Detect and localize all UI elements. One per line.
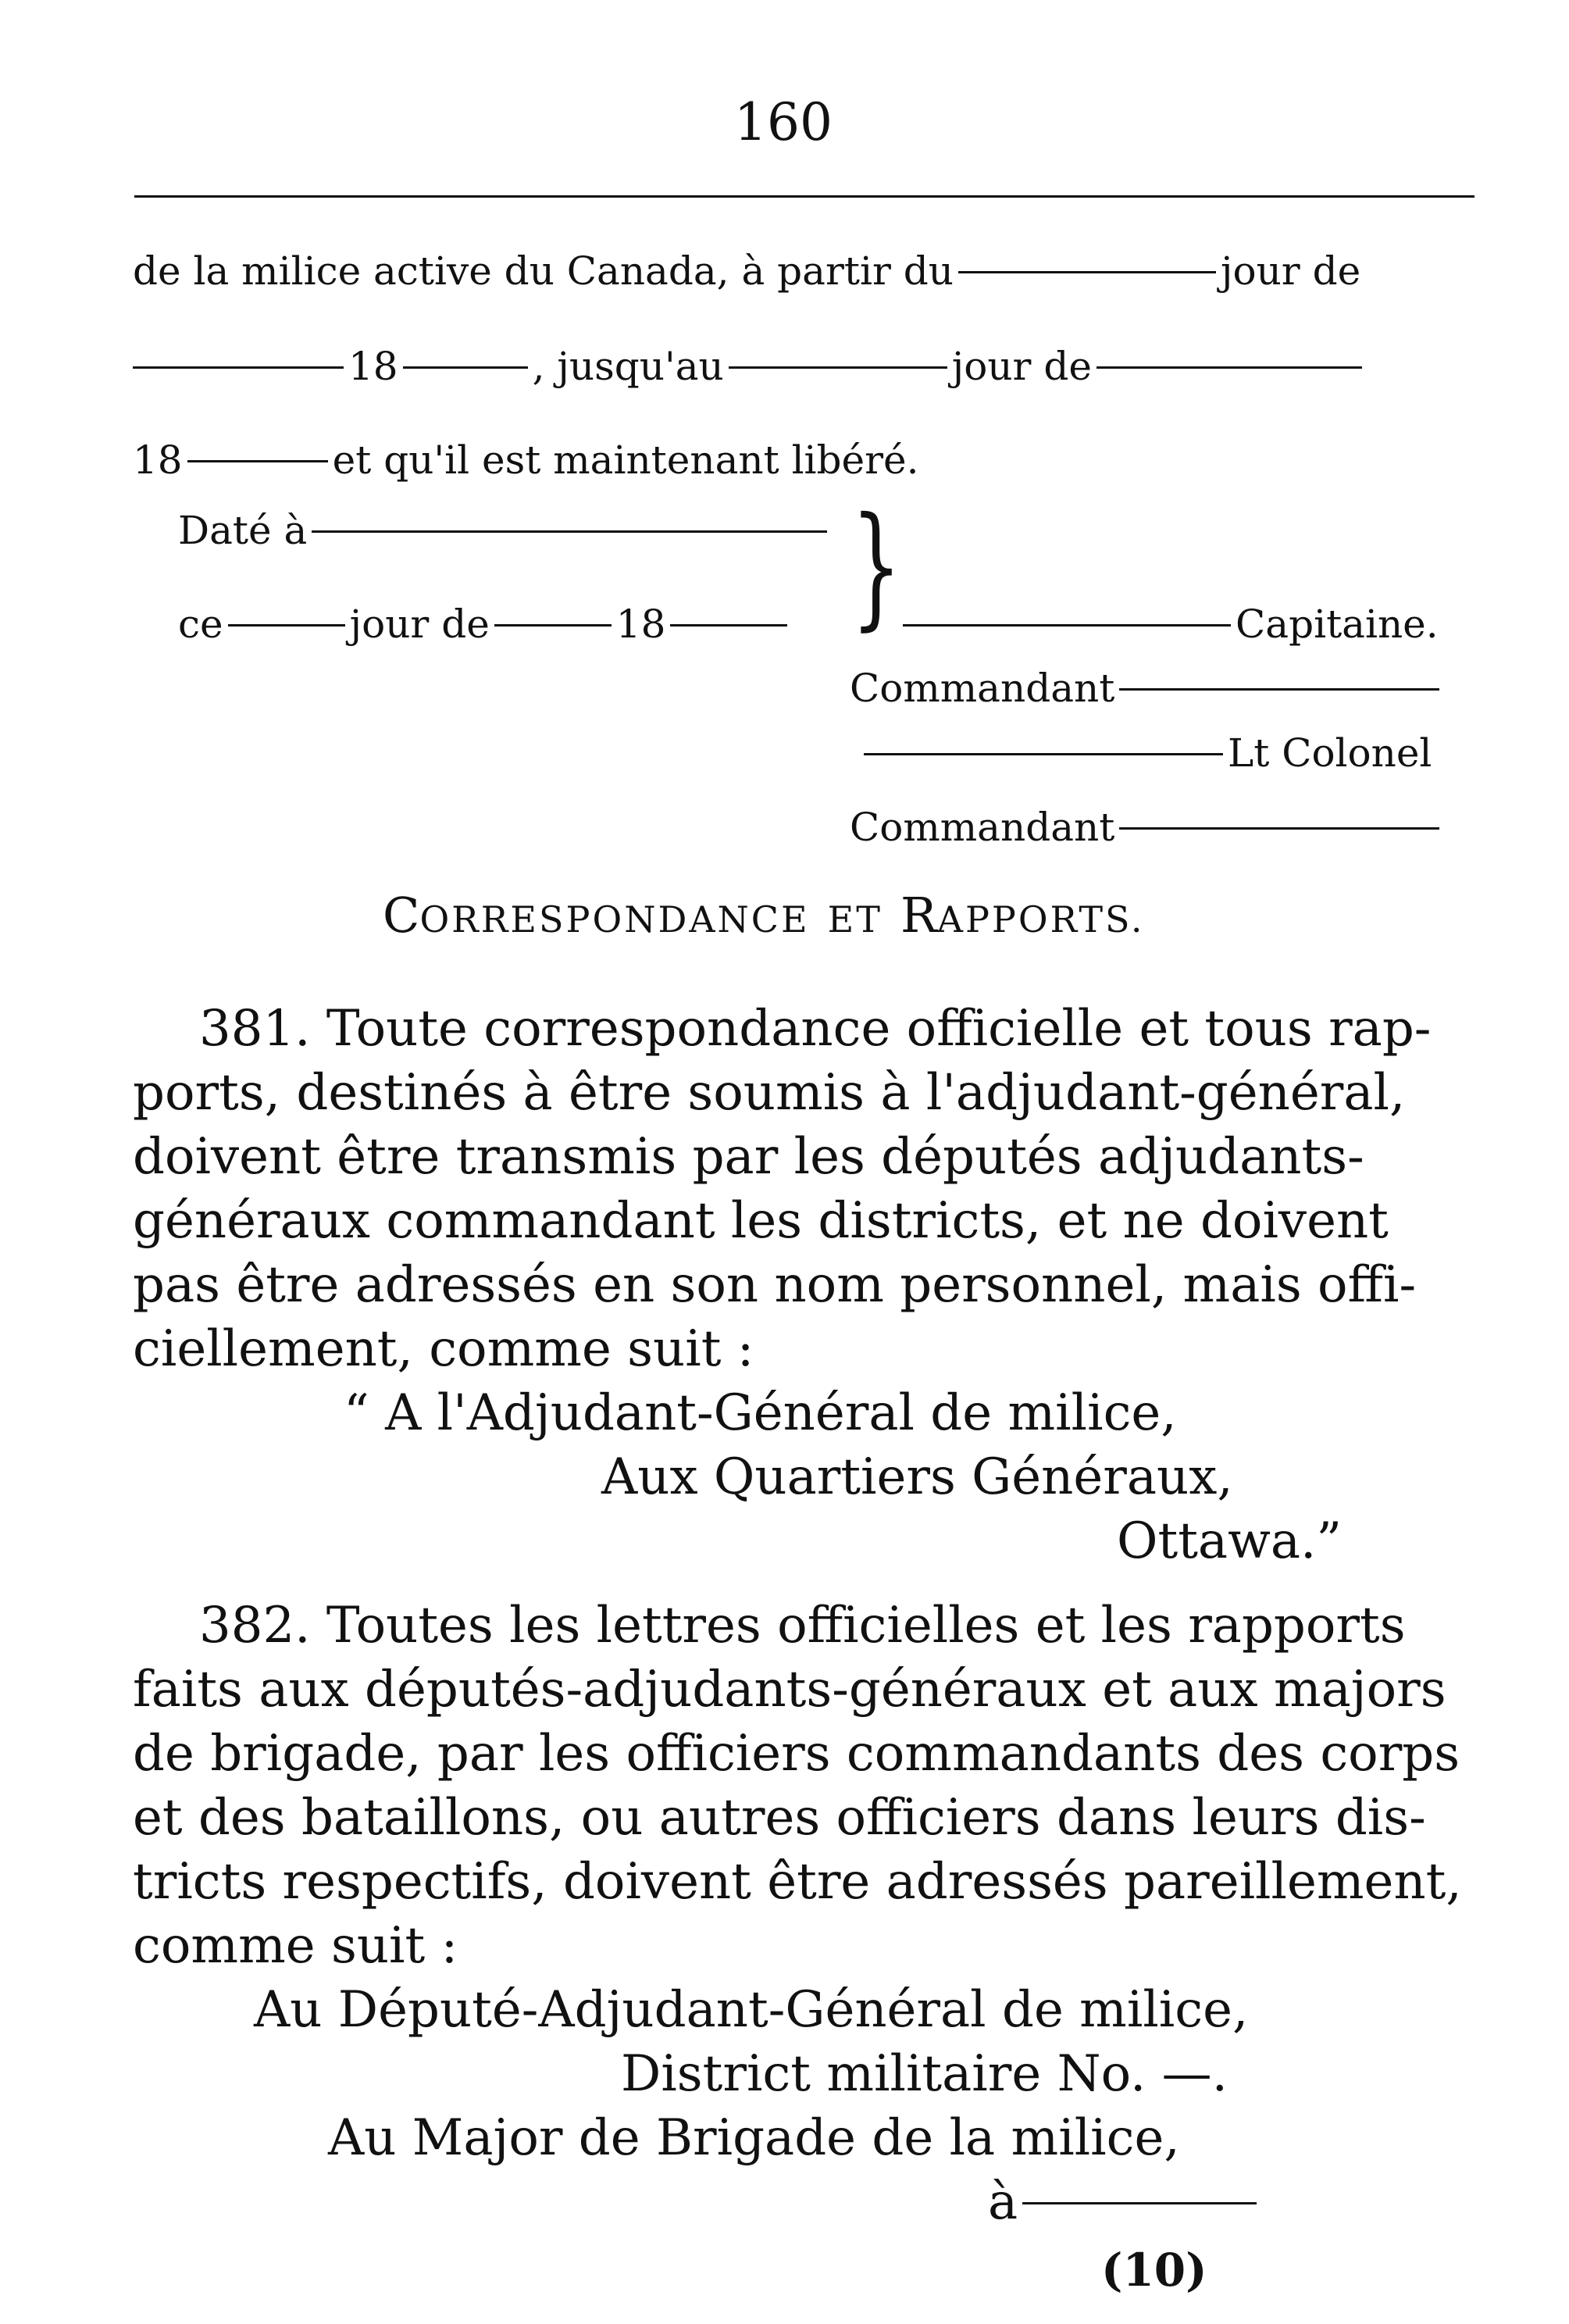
blank — [1119, 826, 1439, 830]
form-l2-c: jour de — [951, 344, 1092, 389]
form-l2-a: 18 — [348, 344, 398, 389]
form-capitaine: Capitaine. — [1236, 602, 1439, 647]
p382-line-4: et des bataillons, ou autres officiers dans leurs dis- — [133, 1789, 1426, 1847]
form-line-3 — [133, 437, 919, 483]
form-capitaine-line — [898, 602, 1439, 647]
p381-address-3: Ottawa.” — [1117, 1512, 1343, 1570]
form-eighteen: 18 — [615, 602, 666, 647]
form-date-label: Daté à — [178, 508, 308, 553]
p382-line-2: faits aux députés-adjudants-généraux et aux majors — [133, 1661, 1446, 1719]
p381-address-2: Aux Quartiers Généraux, — [601, 1448, 1233, 1506]
page-number: 160 — [734, 92, 833, 152]
heading-r: R — [900, 887, 937, 944]
blank — [494, 623, 612, 627]
blank — [903, 623, 1231, 627]
form-commandant-1-label: Commandant — [850, 666, 1115, 711]
form-commandant-1 — [850, 666, 1444, 711]
p381-line-4: généraux commandant les districts, et ne doivent — [133, 1192, 1389, 1250]
form-commandant-2 — [850, 805, 1444, 850]
p381-line-3: doivent être transmis par les députés adjudants- — [133, 1128, 1364, 1186]
blank — [133, 366, 344, 369]
blank — [670, 623, 787, 627]
blank — [187, 459, 328, 462]
blank — [312, 530, 827, 533]
form-ce-line — [178, 602, 792, 647]
p382-line-5: tricts respectifs, doivent être adressés pareillement, — [133, 1853, 1462, 1911]
p381-line-2: ports, destinés à être soumis à l'adjudant-général, — [133, 1064, 1406, 1122]
p382-line-3: de brigade, par les officiers commandants des corps — [133, 1725, 1460, 1783]
blank — [1097, 366, 1362, 369]
brace: } — [850, 489, 902, 644]
form-l2-b: , jusqu'au — [532, 344, 724, 389]
form-lt-colonel-line — [859, 730, 1432, 776]
heading-et: ET — [827, 898, 883, 941]
signature-mark: (10) — [1101, 2244, 1207, 2297]
heading-apports: APPORTS. — [936, 898, 1145, 941]
p382-address-2: District militaire No. —. — [621, 2045, 1228, 2103]
form-date — [178, 508, 832, 553]
p382-address-1: Au Député-Adjudant-Général de milice, — [254, 1981, 1249, 2039]
p382-line-1: 382. Toutes les lettres officielles et les rapports — [199, 1597, 1406, 1655]
blank — [864, 752, 1223, 755]
p381-address-1: “ A l'Adjudant-Général de milice, — [344, 1384, 1177, 1442]
form-line-1 — [133, 248, 1360, 294]
form-lt-colonel: Lt Colonel — [1228, 730, 1432, 776]
p381-line-6: ciellement, comme suit : — [133, 1320, 754, 1378]
form-l3-b: et qu'il est maintenant libéré. — [332, 437, 919, 483]
form-ce: ce — [178, 602, 223, 647]
heading-orrespondance: ORRESPONDANCE — [419, 898, 810, 941]
form-l1-end: jour de — [1220, 248, 1361, 294]
form-line-2 — [133, 344, 1367, 389]
form-jour-de: jour de — [349, 602, 490, 647]
blank — [228, 623, 345, 627]
blank — [1119, 687, 1439, 691]
p382-address-3: Au Major de Brigade de la milice, — [328, 2109, 1180, 2167]
blank — [1022, 2201, 1257, 2204]
p381-line-5: pas être adressés en son nom personnel, mais offi- — [133, 1256, 1417, 1314]
blank — [729, 366, 947, 369]
blank — [403, 366, 528, 369]
heading-c: C — [383, 887, 420, 944]
p382-address-4-label: à — [988, 2173, 1018, 2231]
header-rule — [134, 195, 1475, 198]
section-heading — [383, 887, 1145, 944]
blank — [958, 270, 1216, 273]
p382-address-4 — [988, 2173, 1261, 2231]
form-l3-a: 18 — [133, 437, 183, 483]
p382-line-6: comme suit : — [133, 1917, 458, 1975]
form-l1-start: de la milice active du Canada, à partir du — [133, 248, 954, 294]
p381-line-1: 381. Toute correspondance officielle et tous rap- — [199, 1000, 1432, 1058]
form-commandant-2-label: Commandant — [850, 805, 1115, 850]
